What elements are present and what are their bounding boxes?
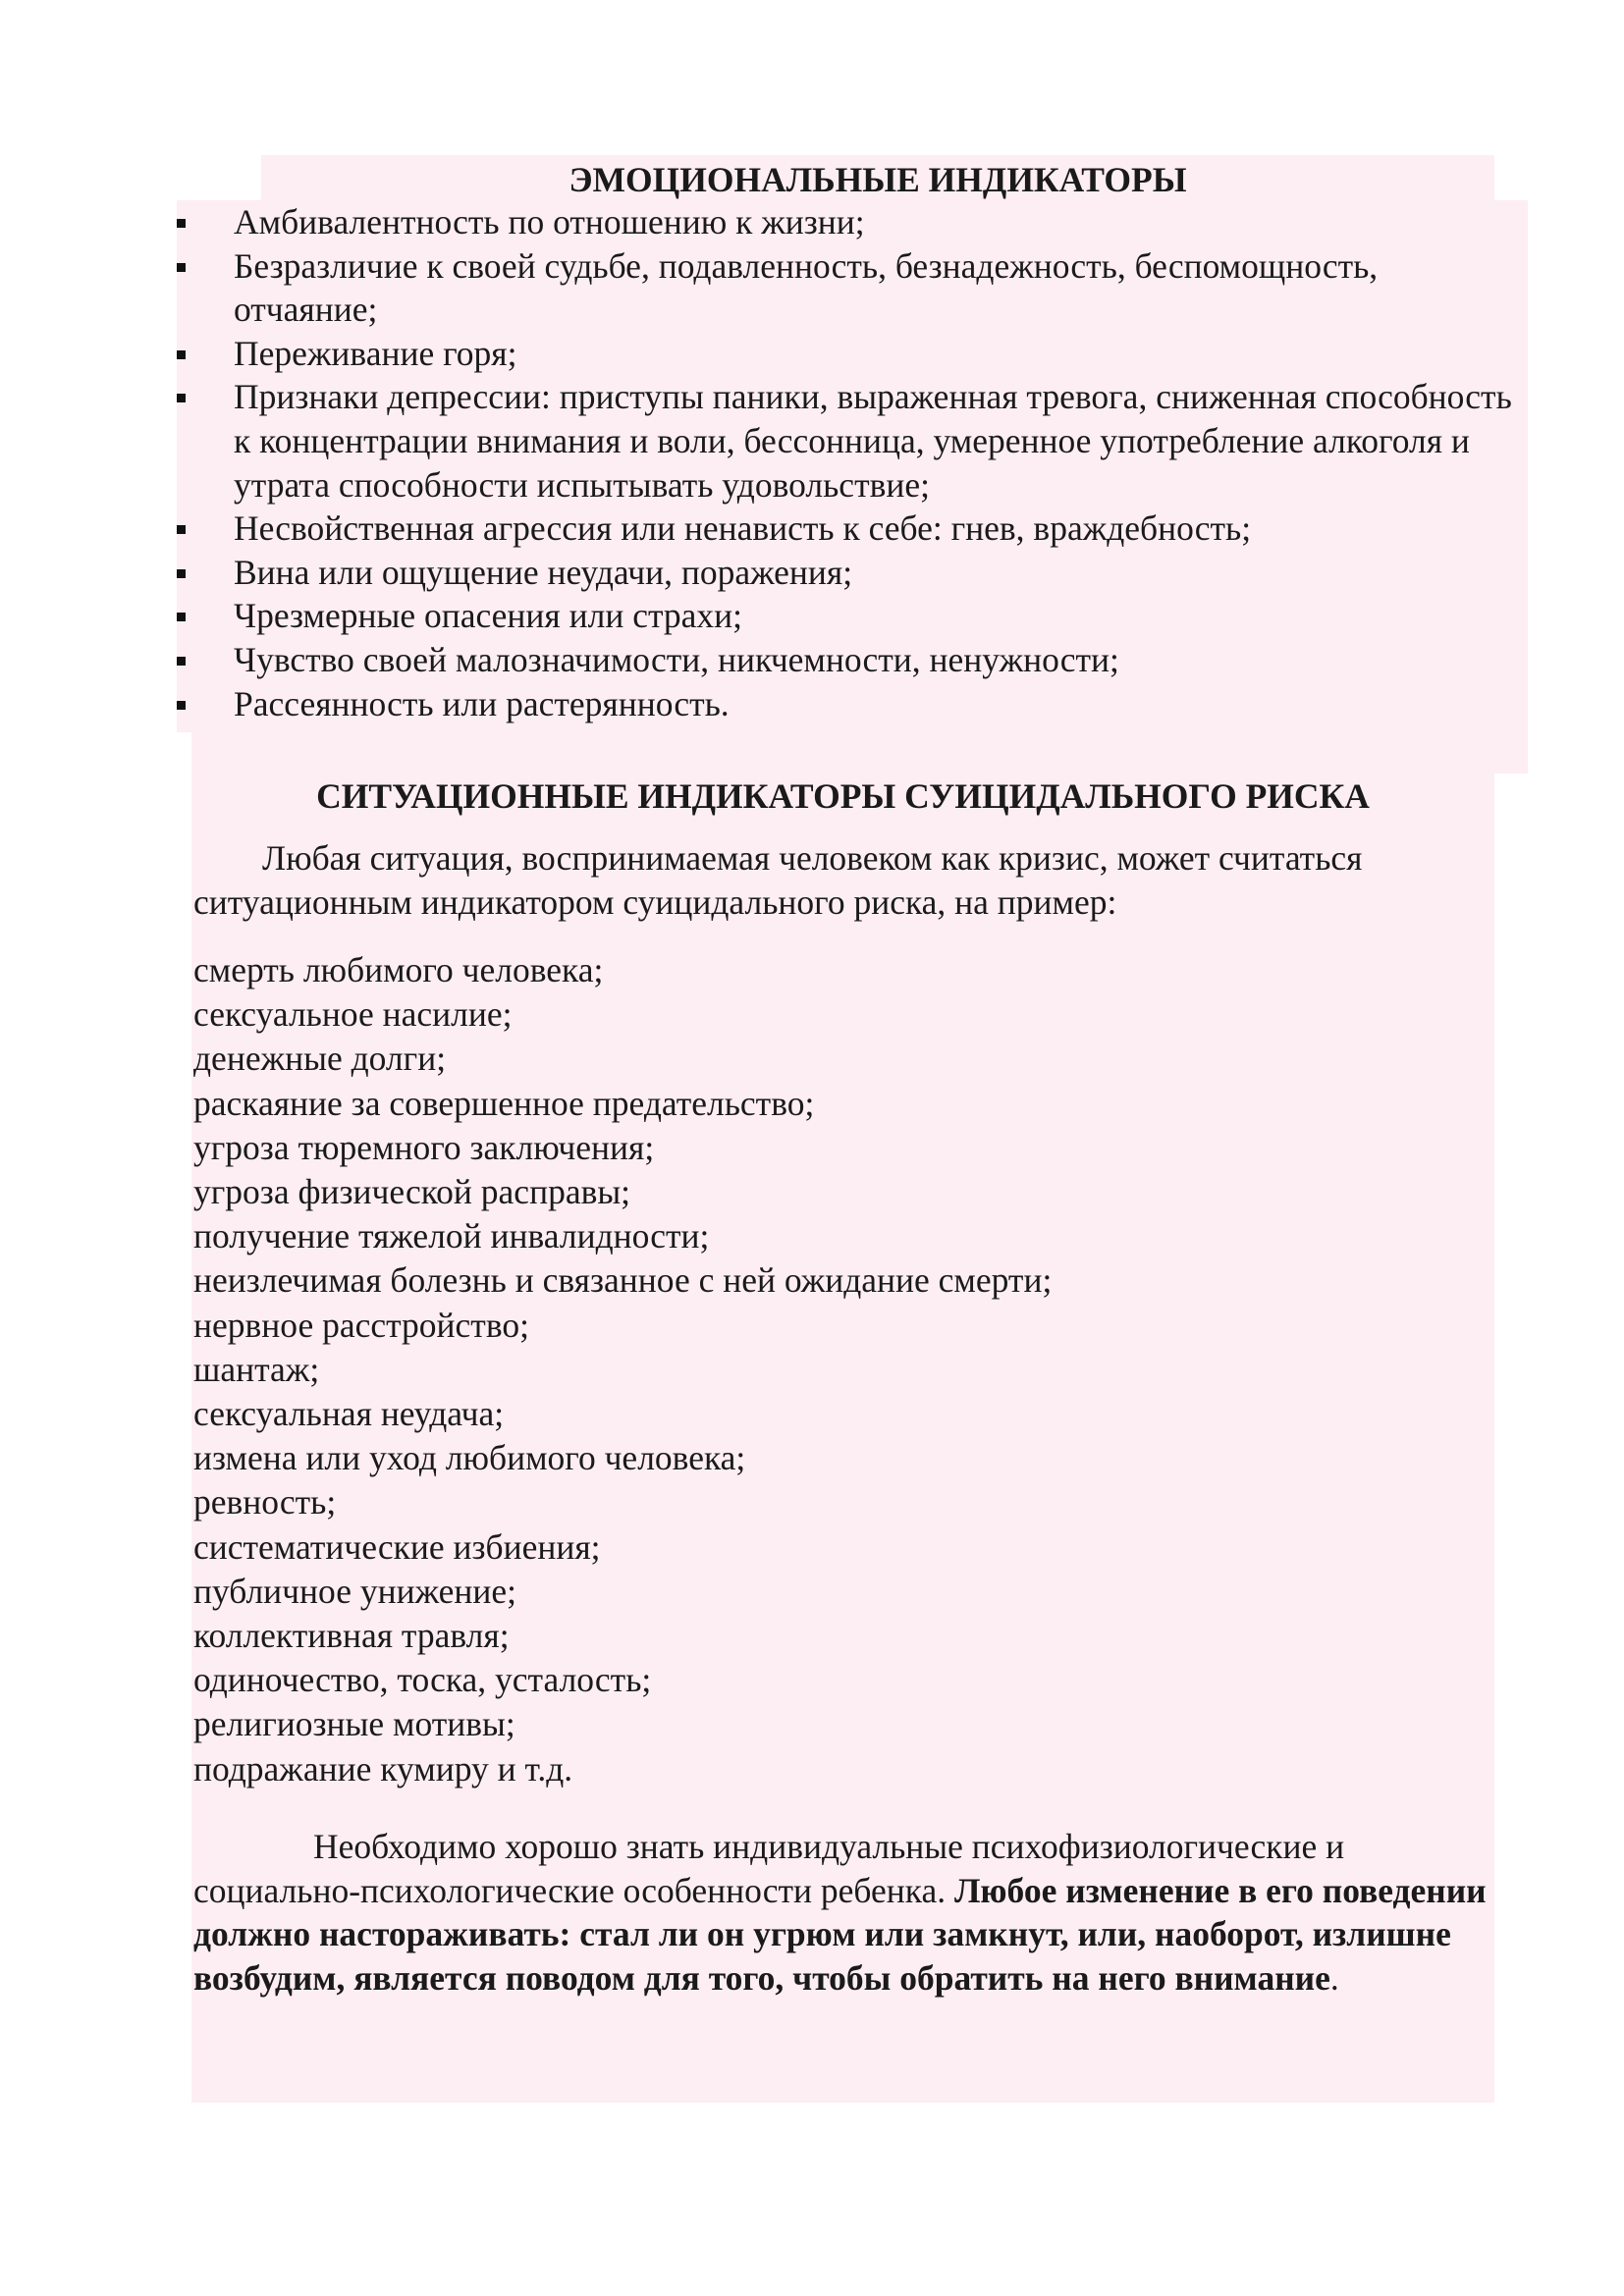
emotional-indicator-item (177, 638, 1512, 682)
conclusion-end-text: . (1329, 1957, 1339, 1998)
bullet-square-icon (177, 219, 186, 228)
emotional-indicator-item (177, 375, 1512, 507)
emotional-indicator-item (177, 507, 1512, 551)
situational-indicator-item: угроза физической расправы; (193, 1172, 631, 1212)
emotional-indicator-text: Чувство своей малозначимости, никчемности, ненужности; (234, 639, 1119, 679)
highlight-situational-right-edge (1473, 732, 1528, 774)
situational-indicator-item: систематические избиения; (193, 1526, 601, 1567)
emotional-indicator-item (177, 551, 1512, 595)
emotional-indicator-text: Переживание горя; (234, 333, 517, 373)
situational-indicator-item: религиозные мотивы; (193, 1704, 515, 1744)
emotional-indicator-item (177, 682, 1512, 726)
situational-intro-paragraph: Любая ситуация, воспринимаемая человеком как кризис, может считаться ситуационным индикатором суицидального риска, на пример: (193, 838, 1363, 922)
emotional-indicator-item (177, 200, 1512, 244)
situational-indicator-item: угроза тюремного заключения; (193, 1127, 655, 1167)
emotional-indicator-item (177, 244, 1512, 332)
situational-indicator-item: раскаяние за совершенное предательство; (193, 1083, 815, 1123)
situational-indicator-item: шантаж; (193, 1349, 320, 1389)
situational-indicator-item: получение тяжелой инвалидности; (193, 1216, 710, 1256)
emotional-indicator-text: Безразличие к своей судьбе, подавленность, безнадежность, беспомощность, отчаяние; (234, 245, 1379, 330)
situational-indicator-item: ревность; (193, 1482, 337, 1522)
emotional-indicator-text: Рассеянность или растерянность. (234, 683, 730, 723)
bullet-square-icon (177, 263, 186, 272)
bullet-square-icon (177, 613, 186, 621)
situational-indicator-item: неизлечимая болезнь и связанное с ней ожидание смерти; (193, 1260, 1053, 1301)
bullet-square-icon (177, 657, 186, 666)
situational-indicator-item: подражание кумиру и т.д. (193, 1748, 573, 1789)
emotional-indicators-title: ЭМОЦИОНАЛЬНЫЕ ИНДИКАТОРЫ (568, 160, 1187, 199)
emotional-indicator-item (177, 332, 1512, 376)
situational-indicators-title: СИТУАЦИОННЫЕ ИНДИКАТОРЫ СУИЦИДАЛЬНОГО РИСКА (316, 776, 1370, 816)
situational-indicator-item: измена или уход любимого человека; (193, 1438, 746, 1478)
situational-indicator-item: сексуальное насилие; (193, 994, 513, 1035)
bullet-square-icon (177, 350, 186, 359)
emotional-indicator-text: Несвойственная агрессия или ненависть к себе: гнев, враждебность; (234, 508, 1252, 549)
emotional-indicator-text: Вина или ощущение неудачи, поражения; (234, 552, 853, 592)
situational-indicator-item: смерть любимого человека; (193, 950, 604, 989)
situational-indicator-item: сексуальная неудача; (193, 1394, 505, 1434)
emotional-indicator-text: Признаки депрессии: приступы паники, выраженная тревога, сниженная способность к концентрации внимания и воли, бессонница, умеренное употребление алкоголя и утрата способности испытывать удовольствие; (234, 377, 1512, 505)
situational-indicators-list (193, 948, 1052, 1791)
situational-indicator-item: денежные долги; (193, 1039, 447, 1079)
situational-indicator-item: коллективная травля; (193, 1616, 510, 1656)
conclusion-bold-text: Любое изменение в его поведении должно настораживать: стал ли он угрюм или замкнут, или, наоборот, излишне возбудим, является поводом для того, чтобы обратить на него внимание (193, 1870, 1487, 1998)
emotional-indicators-list (177, 200, 1512, 725)
emotional-indicator-item (177, 594, 1512, 638)
emotional-indicator-text: Чрезмерные опасения или страхи; (234, 596, 743, 636)
bullet-square-icon (177, 394, 186, 402)
situational-indicator-item: нервное расстройство; (193, 1305, 529, 1345)
emotional-indicator-text: Амбивалентность по отношению к жизни; (234, 202, 865, 241)
bullet-square-icon (177, 701, 186, 710)
conclusion-plain-text: Необходимо хорошо знать индивидуальные психофизиологические и социально-психологические особенности ребенка. (193, 1827, 1345, 1910)
situational-indicator-item: публичное унижение; (193, 1571, 517, 1611)
conclusion-paragraph (193, 1825, 1499, 2000)
bullet-square-icon (177, 525, 186, 534)
bullet-square-icon (177, 569, 186, 578)
situational-indicator-item: одиночество, тоска, усталость; (193, 1660, 652, 1700)
